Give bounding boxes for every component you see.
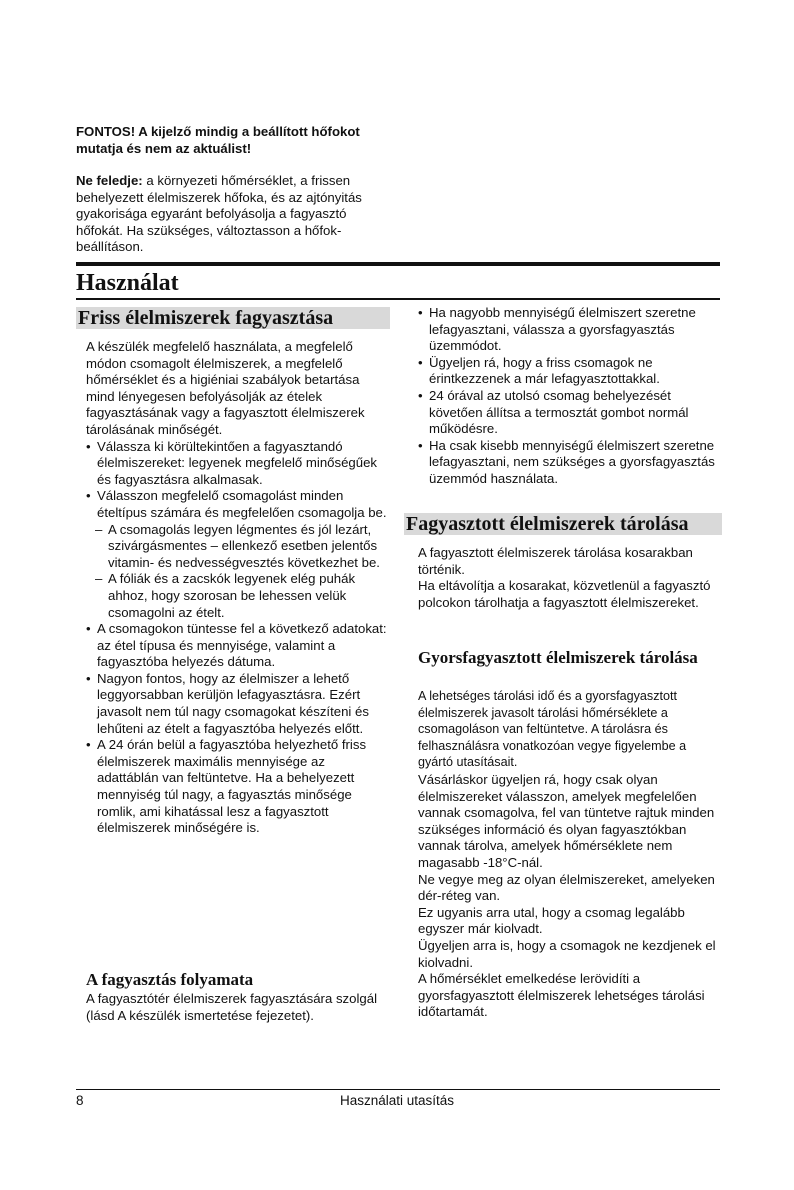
packaging-sublist <box>86 522 390 622</box>
page-number: 8 <box>76 1093 84 1108</box>
heading-frozen-storage: Fagyasztott élelmiszerek tárolása <box>404 513 722 535</box>
section-rule-top <box>76 262 720 266</box>
heading-quick-frozen-storage: Gyorsfagyasztott élelmiszerek tárolása <box>418 648 698 667</box>
quick-frozen-paragraphs <box>418 772 722 1021</box>
freezing-tips-list <box>86 439 390 837</box>
sublist-item: – A csomagolás legyen légmentes és jól lezárt, szivárgásmentes – ellenkező esetben jelentős vitamin- és nedvességvesztés következhet be. <box>86 522 390 572</box>
list-item: • Nagyon fontos, hogy az élelmiszer a lehető leggyorsabban kerüljön lefagyasztásra. Ezért javasolt nem túl nagy csomagokat készíteni és lehűteni az ételt a fagyasztóba helyezés előtt. <box>86 671 390 737</box>
list-item: • A csomagokon tüntesse fel a következő adatokat: az étel típusa és mennyisége, valamint a fagyasztóba helyezés dátuma. <box>86 621 390 671</box>
right-column-top <box>418 305 722 488</box>
intro-paragraph: A készülék megfelelő használata, a megfelelő módon csomagolt élelmiszerek, a megfelelő hőmérséklet és a higiéniai szabályok betartása mind lényegesen befolyásolják az ételek fagyasztásának vagy a fagyasztott élelmiszerek tárolásának minőségét. <box>86 339 365 437</box>
quick-frozen-text: A lehetséges tárolási idő és a gyorsfagyasztott élelmiszerek javasolt tárolási hőmérséklete a csomagoláson van feltüntetve. A tárolásra és felhasználásra vonatkozóan vegye figyelembe a gyártó utasításait. <box>418 689 687 769</box>
notice-block <box>76 124 396 256</box>
footer-title: Használati utasítás <box>339 1093 455 1108</box>
remember-label: Ne feledje: <box>76 173 143 188</box>
heading-freezing-process: A fagyasztás folyamata <box>86 970 254 989</box>
heading-fresh-freezing: Friss élelmiszerek fagyasztása <box>76 307 390 329</box>
list-item: • Válassza ki körültekintően a fagyasztandó élelmiszereket: legyenek megfelelő minőségűek és fagyasztásra alkalmasak. <box>86 439 390 489</box>
list-item: • 24 órával az utolsó csomag behelyezését követően állítsa a termosztát gombot normál működésre. <box>418 388 722 438</box>
list-item: • Ügyeljen rá, hogy a friss csomagok ne érintkezzenek a már lefagyasztottakkal. <box>418 355 722 388</box>
list-item: • Ha csak kisebb mennyiségű élelmiszert szeretne lefagyasztani, nem szükséges a gyorsfagyasztás üzemmód használata. <box>418 438 722 488</box>
list-item-text: Válasszon megfelelő csomagolást minden ételtípus számára és megfelelően csomagolja be. <box>97 488 387 520</box>
left-column-body <box>86 339 390 837</box>
section-title: Használat <box>76 270 179 296</box>
footer-rule <box>76 1089 720 1090</box>
important-note: FONTOS! A kijelző mindig a beállított hőfokot mutatja és nem az aktuálist! <box>76 124 360 156</box>
frozen-storage-text <box>418 545 722 611</box>
quick-paragraph: Ez ugyanis arra utal, hogy a csomag legalább egyszer már kiolvadt. <box>418 904 685 937</box>
quick-paragraph: Ne vegye meg az olyan élelmiszereket, amelyeken dér-réteg van. <box>418 871 715 904</box>
remember-note <box>76 173 396 256</box>
quick-paragraph: Ügyeljen arra is, hogy a csomagok ne kezdjenek el kiolvadni. <box>418 937 716 970</box>
sublist-item: – A fóliák és a zacskók legyenek elég puhák ahhoz, hogy szorosan be lehessen velük csomagolni az ételt. <box>86 571 390 621</box>
storage-paragraph: Ha eltávolítja a kosarakat, közvetlenül a fagyasztó polcokon tárolhatja a fagyasztott élelmiszereket. <box>418 578 711 610</box>
section-rule-bottom <box>76 298 720 300</box>
list-item: • A 24 órán belül a fagyasztóba helyezhető friss élelmiszerek maximális mennyisége az adattáblán van feltüntetve. Ha a behelyezett mennyiség túl nagy, a fagyasztás minősége romlik, ami kihatással lesz a fagyasztott élelmiszerek minőségére is. <box>86 737 390 837</box>
list-item <box>86 488 390 621</box>
storage-paragraph: A fagyasztott élelmiszerek tárolása kosarakban történik. <box>418 545 693 577</box>
remember-text: a környezeti hőmérséklet, a frissen behelyezett élelmiszerek hőfoka, és az ajtónyitás gyakorisága egyaránt befolyásolja a fagyasztó hőfokát. Ha szükséges, változtasson a hőfok-beállításon. <box>76 173 362 254</box>
freezing-process-text: A fagyasztótér élelmiszerek fagyasztására szolgál (lásd A készülék ismertetése fejezetet). <box>86 991 377 1023</box>
list-item: • Ha nagyobb mennyiségű élelmiszert szeretne lefagyasztani, válassza a gyorsfagyasztás üzemmódot. <box>418 305 722 355</box>
quick-paragraph: Vásárláskor ügyeljen rá, hogy csak olyan élelmiszereket válasszon, amelyek megfelelően vannak csomagolva, fel van tüntetve rajtuk minden szükséges információ és olyan fagyasztókban vannak tárolva, amelyek hőmérséklete nem magasabb -18°C-nál. <box>418 772 715 870</box>
quick-freeze-tips-list <box>418 305 722 488</box>
quick-paragraph: A hőmérséklet emelkedése lerövidíti a gyorsfagyasztott élelmiszerek lehetséges tárolási időtartamát. <box>418 971 705 1020</box>
